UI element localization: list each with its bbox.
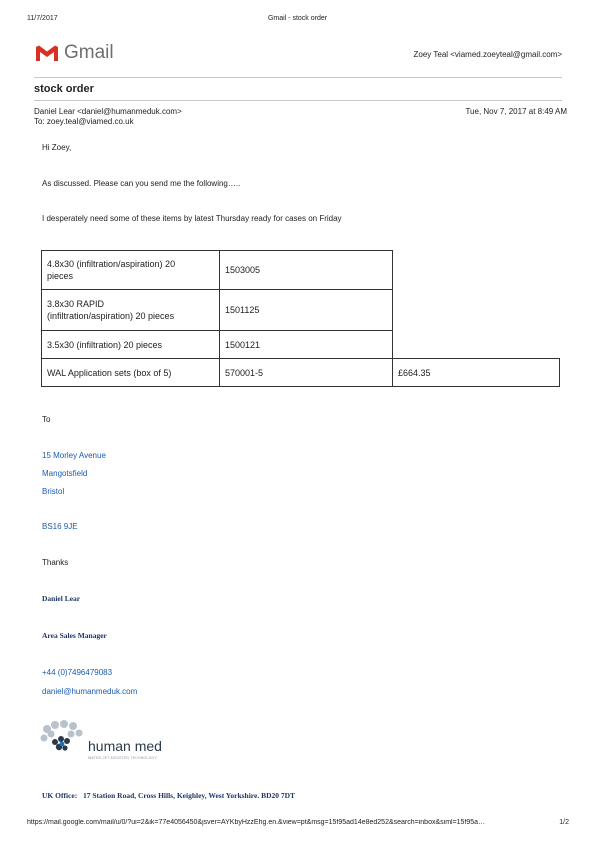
email-subject: stock order: [34, 83, 94, 95]
table-row: [42, 359, 560, 387]
email-link[interactable]: daniel@humanmeduk.com: [42, 687, 138, 696]
recipient: To: zoey.teal@viamed.co.uk: [34, 117, 134, 126]
office-address: 17 Station Road, Cross Hills, Keighley, West Yorkshire. BD20 7DT: [83, 791, 296, 800]
divider: [34, 77, 562, 78]
price-cell: [393, 331, 560, 359]
signature-title: Area Sales Manager: [42, 631, 107, 640]
code-cell: 570001-5: [220, 359, 393, 387]
email-date: Tue, Nov 7, 2017 at 8:49 AM: [465, 107, 567, 116]
item-text: WAL Application sets (box of 5): [47, 367, 172, 378]
address-line[interactable]: 15 Morley Avenue: [42, 451, 106, 460]
print-title: Gmail - stock order: [267, 15, 328, 22]
office-label: UK Office:: [42, 791, 78, 800]
signature-name: Daniel Lear: [42, 594, 81, 603]
address-line[interactable]: Mangotsfield: [42, 469, 88, 478]
print-url: https://mail.google.com/mail/u/0/?ui=2&ik=77e4056450&jsver=AYKbyHzzEhg.en.&view=pt&msg=15f95ad14e8ed252&search=inbox&siml=15f95a…: [27, 819, 486, 826]
address-line[interactable]: Bristol: [42, 487, 65, 496]
code-cell: 1501125: [220, 290, 393, 331]
table-row: [42, 331, 560, 359]
to-label: To: [42, 415, 51, 424]
item-text: (infiltration/aspiration) 20 pieces: [47, 311, 175, 321]
body-line-1: As discussed. Please can you send me the following…..: [42, 179, 241, 188]
item-cell: [42, 290, 220, 331]
item-text: 3.5x30 (infiltration) 20 pieces: [47, 339, 163, 350]
human-med-logo-text: human med: [88, 738, 162, 754]
code-cell: 1503005: [220, 251, 393, 290]
account-label: Zoey Teal <viamed.zoeyteal@gmail.com>: [413, 50, 562, 59]
price-cell: £664.35: [393, 359, 560, 387]
human-med-logo-tagline: WATER-JET ASSISTED TECHNOLOGY: [88, 756, 157, 760]
gmail-logo-icon: [34, 44, 60, 62]
item-text: 4.8x30 (infiltration/aspiration) 20: [47, 259, 176, 269]
divider: [34, 100, 562, 101]
human-med-logo-icon: [40, 720, 85, 756]
price-cell: [393, 251, 560, 290]
sender: Daniel Lear <daniel@humanmeduk.com>: [34, 107, 182, 116]
table-row: [42, 251, 560, 290]
page-number: 1/2: [559, 819, 569, 826]
price-cell: [393, 290, 560, 331]
order-table: [41, 250, 560, 387]
item-cell: [42, 331, 220, 359]
item-cell: [42, 251, 220, 290]
item-text: pieces: [47, 271, 74, 281]
item-text: 3.8x30 RAPID: [47, 299, 105, 309]
print-date: 11/7/2017: [27, 15, 58, 22]
item-cell: [42, 359, 220, 387]
gmail-logo-text: Gmail: [64, 42, 114, 63]
table-row: [42, 290, 560, 331]
greeting: Hi Zoey,: [42, 143, 72, 152]
phone-link[interactable]: +44 (0)7496479083: [42, 668, 113, 677]
thanks-text: Thanks: [42, 558, 69, 567]
body-line-2: I desperately need some of these items by latest Thursday ready for cases on Friday: [42, 214, 342, 223]
code-cell: 1500121: [220, 331, 393, 359]
address-postcode[interactable]: BS16 9JE: [42, 522, 78, 531]
